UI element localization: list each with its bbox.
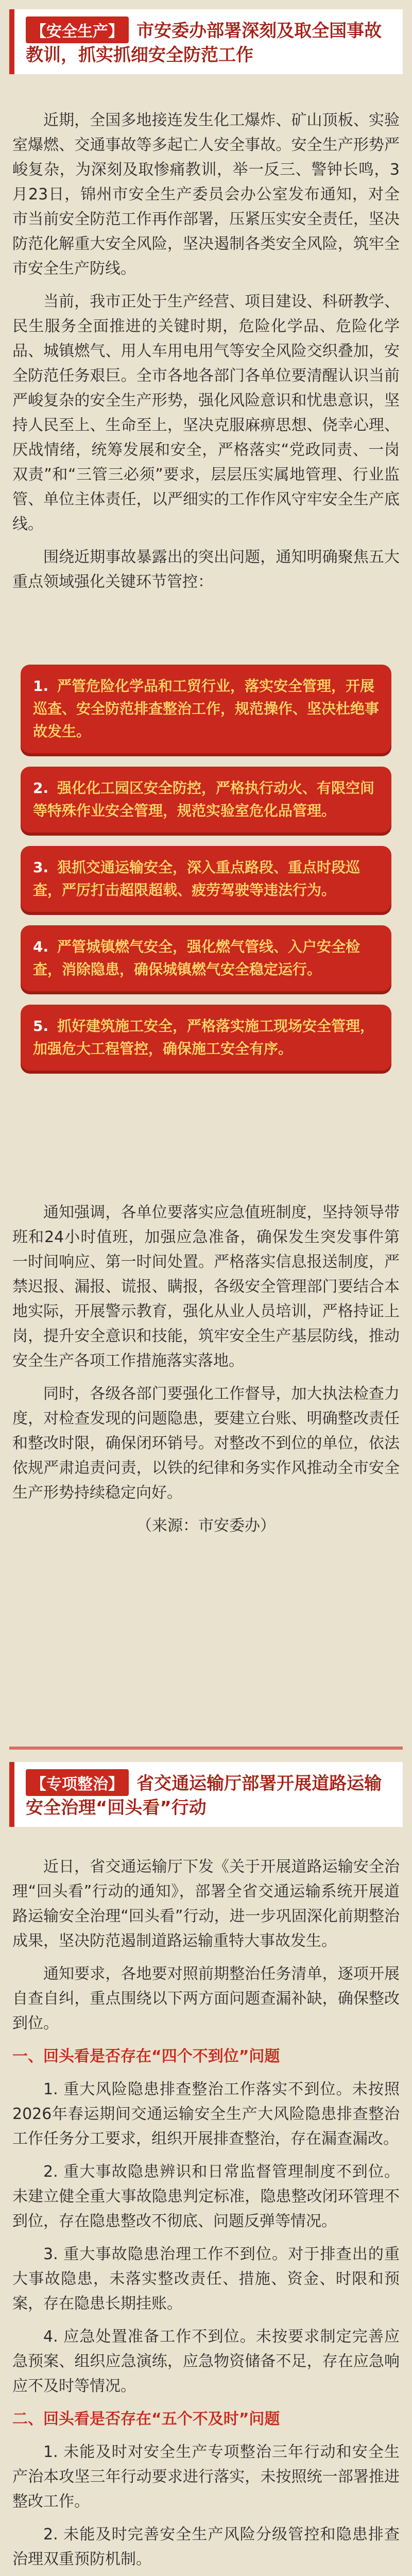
paragraph: 近日，省交通运输厅下发《关于开展道路运输安全治理“回头看”行动的通知》，部署全省交通运输系统开展道路运输安全治理“回头看”行动，进一步巩固深化前期整治成果，坚决防范遏制道路运输重特大事故发生。 — [12, 1858, 400, 1950]
key-point — [21, 1005, 391, 1071]
list-item: 2. 重大事故隐患辨识和日常监督管理制度不到位。未建立健全重大事故隐患判定标准，隐患整改闭环管理不到位，存在隐患整改不彻底、问题反弹等情况。 — [12, 2163, 400, 2230]
key-point — [21, 846, 391, 912]
key-point — [21, 925, 391, 991]
key-point — [21, 665, 391, 753]
key-point-number: 2. — [33, 779, 49, 796]
section1-header — [9, 9, 403, 74]
paragraph: 围绕近期事故暴露出的突出问题，通知明确聚焦五大重点领域强化关键环节管控： — [12, 548, 400, 591]
key-point — [21, 767, 391, 833]
section2-body — [12, 1855, 400, 2576]
paragraph: 同时，各级各部门要强化工作督导，加大执法检查力度，对检查发现的问题隐患，要建立台账、明确整改责任和整改时限，确保闭环销号。对整改不到位的单位，依法依规严肃追责问责，以铁的纪律和务实作风推动全市安全生产形势持续稳定向好。 — [12, 1385, 400, 1502]
key-point-number: 3. — [33, 859, 49, 876]
list-item: 3. 重大事故隐患治理工作不到位。对于排查出的重大事故隐患，未落实整改责任、措施、资金、时限和预案，存在隐患长期挂账。 — [12, 2245, 400, 2313]
section1-closing — [12, 1200, 400, 1547]
key-point-text: 严管城镇燃气安全，强化燃气管线、入户安全检查，消除隐患，确保城镇燃气安全稳定运行。 — [33, 938, 360, 978]
section1-intro — [12, 108, 400, 603]
key-point-text: 狠抓交通运输安全，深入重点路段、重点时段巡查，严厉打击超限超载、疲劳驾驶等违法行为。 — [33, 859, 360, 899]
list-item: 1. 重大风险隐患排查整治工作落实不到位。未按照2026年春运期间交通运输安全生产大风险隐患排查整治工作任务分工要求，组织开展排查整治，存在漏查漏改。 — [12, 2080, 400, 2148]
key-point-number: 4. — [33, 938, 49, 955]
section2-title: 省交通运输厅部署开展道路运输安全治理“回头看”行动 — [26, 1773, 382, 1818]
paragraph: 通知强调，各单位要落实应急值班制度，坚持领导带班和24小时值班，加强应急准备，确保发生突发事件第一时间响应、第一时间处置。严格落实信息报送制度，严禁迟报、漏报、谎报、瞒报，各级安全管理部门要结合本地实际，开展警示教育，强化从业人员培训，严格持证上岗，提升安全意识和技能，筑牢安全生产基层防线，推动安全生产各项工作措施落实落地。 — [12, 1204, 400, 1370]
section2-header — [9, 1762, 403, 1827]
key-point-number: 1. — [33, 677, 49, 694]
list-item: 4. 应急处置准备工作不到位。未按要求制定完善应急预案、组织应急演练，应急物资储备不足，存在应急响应不及时等情况。 — [12, 2328, 400, 2395]
subheading: 一、回头看是否存在“四个不到位”问题 — [12, 2047, 280, 2065]
paragraph: 近期，全国多地接连发生化工爆炸、矿山顶板、实验室爆燃、交通事故等多起亡人安全事故。安全生产形势严峻复杂，为深刻及取惨痛教训，举一反三、警钟长鸣，3月23日，锦州市安全生产委员会办公室发布通知，对全市当前安全防范工作再作部署，压紧压实安全责任，坚决防范化解重大安全风险，坚决遏制各类安全风险，筑牢全市安全生产防线。 — [12, 111, 400, 278]
key-points-list — [21, 665, 391, 1084]
section-divider — [9, 1747, 403, 1750]
subheading: 二、回头看是否存在“五个不及时”问题 — [12, 2410, 280, 2428]
section1-title: 市安委办部署深刻及取全国事故教训，抓实抓细安全防范工作 — [26, 21, 382, 65]
key-point-text: 抓好建筑施工安全，严格落实施工现场安全管理，加强危大工程管控，确保施工安全有序。 — [33, 1018, 375, 1057]
key-point-text: 严管危险化学品和工贸行业，落实安全管理，开展巡查、安全防范排查整治工作，规范操作、坚决杜绝事故发生。 — [33, 677, 380, 740]
paragraph: 当前，我市正处于生产经营、项目建设、科研教学、民生服务全面推进的关键时期，危险化学品、危险化学品、城镇燃气、用人车用电用气等安全风险交织叠加，安全防范任务艰巨。全市各地各部门各单位要清醒认识当前严峻复杂的安全生产形势，强化风险意识和忧患意识，坚持人民至上、生命至上，坚决克服麻痹思想、侥幸心理、厌战情绪，统筹发展和安全，严格落实“党政同责、一岗双责”和“三管三必须”要求，层层压实属地管理、行业监管、单位主体责任，以严细实的工作作风守牢安全生产底线。 — [12, 293, 400, 533]
list-item: 2. 未能及时完善安全生产风险分级管控和隐患排查治理双重预防机制。 — [12, 2526, 400, 2568]
section2-tag: 【专项整治】 — [26, 1769, 129, 1796]
source: （来源：市安委办） — [136, 1517, 276, 1535]
section1-tag: 【安全生产】 — [26, 16, 129, 43]
key-point-text: 强化化工园区安全防控，严格执行动火、有限空间等特殊作业安全管理，规范实验室危化品管理。 — [33, 779, 375, 819]
key-point-number: 5. — [33, 1018, 49, 1035]
paragraph: 通知要求，各地要对照前期整治任务清单，逐项开展自查自纠，重点围绕以下两方面问题查漏补缺，确保整改到位。 — [12, 1965, 400, 2032]
list-item: 1. 未能及时对安全生产专项整治三年行动和安全生产治本攻坚三年行动要求进行落实，未按照统一部署推进整改工作。 — [12, 2443, 400, 2511]
